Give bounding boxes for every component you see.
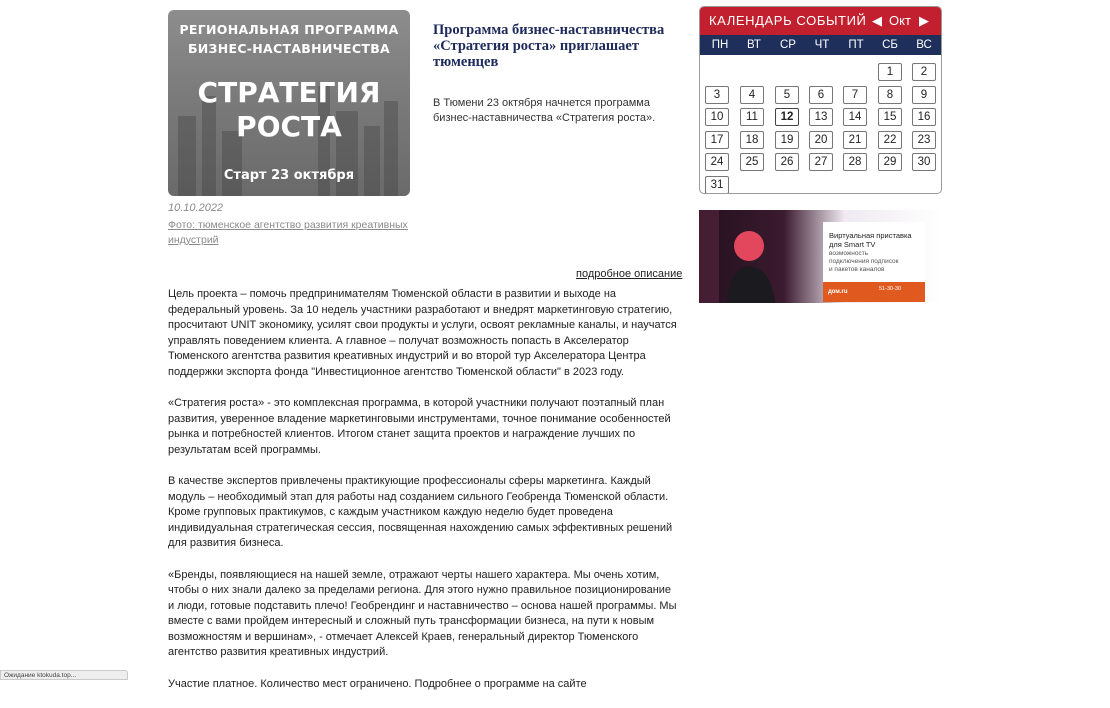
weekday-label: ПН bbox=[711, 39, 729, 51]
browser-status-bar: Ожидание ktokuda.top... bbox=[0, 670, 128, 680]
calendar-day-28[interactable]: 28 bbox=[843, 153, 867, 171]
calendar-day-11[interactable]: 11 bbox=[740, 108, 764, 126]
calendar-day-24[interactable]: 24 bbox=[705, 153, 729, 171]
calendar-day-2[interactable]: 2 bbox=[912, 63, 936, 81]
calendar-day-19[interactable]: 19 bbox=[775, 131, 799, 149]
article-paragraph: Цель проекта – помочь предпринимателям Тюменской области в развитии и выходе на федеральный уровень. За 10 недель участники разработают и внедрят маркетинговую стратегию, просчитают UNIT экономику, усилят свои продукты и услуги, освоят рекламные каналы, и научатся управлять поведением клиента. А главное – получат возможность попасть в Акселератор Тюменского агентства развития креативных индустрий и во второй тур Акселератора Центра поддержки экспорта фонда "Инвестиционное агентство Тюменской области" в 2023 году. bbox=[168, 288, 677, 378]
calendar-day-20[interactable]: 20 bbox=[809, 131, 833, 149]
calendar-day-16[interactable]: 16 bbox=[912, 108, 936, 126]
article-paragraph: «Стратегия роста» - это комплексная программа, в которой участники получают поэтапный план развития, уверенное владение маркетинговыми инструментами, точное понимание особенностей рынка и потребностей клиентов. Итогом станет защита проектов и награждение лучших по результатам всей программы. bbox=[168, 397, 671, 456]
article-title: Программа бизнес-наставничества «Стратегия роста» приглашает тюменцев bbox=[433, 22, 665, 70]
photo-credit-link[interactable]: Фото: тюменское агентство развития креативных индустрий bbox=[168, 219, 408, 246]
calendar-day-17[interactable]: 17 bbox=[705, 131, 729, 149]
calendar-day-8[interactable]: 8 bbox=[878, 86, 902, 104]
calendar-day-21[interactable]: 21 bbox=[843, 131, 867, 149]
hero-big-1: СТРАТЕГИЯ bbox=[197, 76, 381, 109]
banner-desc-1: возможность bbox=[829, 250, 869, 257]
article-paragraph: «Бренды, появляющиеся на нашей земле, отражают черты нашего характера. Мы очень хотим, чтобы о них знали далеко за пределами региона. Для этого нужно правильное позиционирование и люди, готовые подставить плечо! Геобрендинг и наставничество – основа нашей программы. Мы вместе с вами пройдем интересный и сложный путь трансформации бизнеса, на пути к новым возможностям и вершинам», - отмечает Алексей Краев, генеральный директор Тюменского агентство развития креативных индустрий. bbox=[168, 568, 677, 658]
article-hero-image bbox=[168, 10, 410, 196]
calendar-day-10[interactable]: 10 bbox=[705, 108, 729, 126]
hero-big-2: РОСТА bbox=[236, 110, 342, 143]
weekday-label: ПТ bbox=[848, 39, 864, 51]
banner-phone: 51-30-30 bbox=[879, 286, 902, 292]
article-date: 10.10.2022 bbox=[168, 202, 224, 214]
calendar-title: КАЛЕНДАРЬ СОБЫТИЙ bbox=[709, 13, 867, 28]
article-paragraph: В качестве экспертов привлечены практикующие профессионалы сферы маркетинга. Каждый модуль – необходимый этап для работы над созданием сильного Геобренда Тюменской области. Кроме групповых практикумов, с каждым участником каждую неделю будет проведена индивидуальная стратегическая сессия, посвященная нахождению самых эффективных решений для развития бизнеса. bbox=[168, 475, 673, 549]
banner-brand: дом.ru bbox=[828, 289, 848, 295]
banner-desc-2: подключения подписок bbox=[829, 258, 899, 265]
banner-desc-3: и пакетов каналов bbox=[829, 266, 885, 273]
banner-description bbox=[829, 250, 925, 274]
banner-title-line-1: Виртуальная приставка bbox=[829, 231, 912, 240]
hero-caption-top bbox=[168, 20, 410, 58]
calendar-day-29[interactable]: 29 bbox=[878, 153, 902, 171]
next-month-icon[interactable]: ▶ bbox=[919, 13, 929, 28]
hero-start-date: Старт 23 октября bbox=[223, 168, 355, 183]
calendar-day-12[interactable]: 12 bbox=[775, 108, 799, 126]
calendar-day-30[interactable]: 30 bbox=[912, 153, 936, 171]
calendar-header bbox=[700, 7, 941, 35]
calendar-day-18[interactable]: 18 bbox=[740, 131, 764, 149]
hero-caption-main bbox=[168, 76, 410, 144]
calendar-day-22[interactable]: 22 bbox=[878, 131, 902, 149]
banner-title-line-2: для Smart TV bbox=[829, 240, 876, 249]
weekday-label: СБ bbox=[882, 39, 898, 51]
calendar-day-5[interactable]: 5 bbox=[775, 86, 799, 104]
banner-title bbox=[829, 231, 912, 249]
calendar-day-3[interactable]: 3 bbox=[705, 86, 729, 104]
article-lead: В Тюмени 23 октября начнется программа бизнес-наставничества «Стратегия роста». bbox=[433, 97, 656, 124]
prev-month-icon[interactable]: ◀ bbox=[872, 13, 882, 28]
article-body bbox=[168, 287, 678, 708]
ad-banner[interactable] bbox=[699, 210, 941, 303]
weekday-label: ВТ bbox=[747, 39, 761, 51]
weekday-label: СР bbox=[780, 39, 796, 51]
calendar-day-26[interactable]: 26 bbox=[775, 153, 799, 171]
article-paragraph: Участие платное. Количество мест ограничено. Подробнее о программе на сайте bbox=[168, 677, 587, 690]
weekday-label: ВС bbox=[916, 39, 932, 51]
calendar-day-4[interactable]: 4 bbox=[740, 86, 764, 104]
weekday-label: ЧТ bbox=[814, 39, 830, 51]
calendar-day-6[interactable]: 6 bbox=[809, 86, 833, 104]
calendar-month: Окт bbox=[889, 13, 911, 28]
calendar-day-27[interactable]: 27 bbox=[809, 153, 833, 171]
calendar-day-14[interactable]: 14 bbox=[843, 108, 867, 126]
calendar-weekdays bbox=[700, 35, 941, 55]
calendar-day-25[interactable]: 25 bbox=[740, 153, 764, 171]
more-details-link[interactable]: подробное описание bbox=[576, 268, 683, 280]
calendar-day-9[interactable]: 9 bbox=[912, 86, 936, 104]
calendar-day-15[interactable]: 15 bbox=[878, 108, 902, 126]
calendar-day-31[interactable]: 31 bbox=[705, 176, 729, 194]
calendar-day-13[interactable]: 13 bbox=[809, 108, 833, 126]
calendar-day-7[interactable]: 7 bbox=[843, 86, 867, 104]
banner-person-graphic bbox=[699, 210, 823, 303]
calendar-day-23[interactable]: 23 bbox=[912, 131, 936, 149]
calendar-day-1[interactable]: 1 bbox=[878, 63, 902, 81]
hero-line-2: БИЗНЕС-НАСТАВНИЧЕСТВА bbox=[187, 41, 391, 56]
events-calendar bbox=[699, 6, 942, 194]
hero-line-1: РЕГИОНАЛЬНАЯ ПРОГРАММА bbox=[179, 22, 399, 37]
